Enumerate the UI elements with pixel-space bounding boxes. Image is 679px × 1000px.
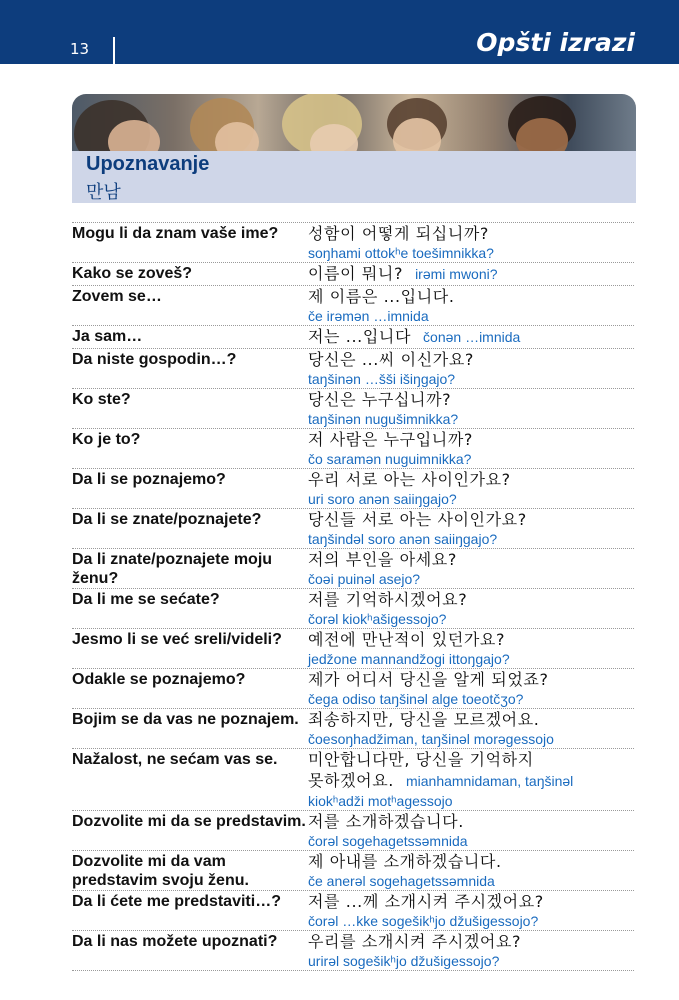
phrase-korean: 성함이 어떻게 되십니까? — [308, 224, 490, 243]
phrase-korean: 제가 어디서 당신을 알게 되었죠? — [308, 670, 549, 689]
phrase-translation — [308, 509, 634, 548]
phrase-row — [72, 509, 634, 549]
phrase-translation — [308, 286, 634, 325]
phrase-romanization: uri soro anən saiiŋgajo? — [308, 491, 457, 507]
phrase-romanization: taŋšinən …šši išiŋgajo? — [308, 371, 456, 387]
phrase-korean: 우리 서로 아는 사이인가요? — [308, 470, 511, 489]
phrase-korean: 저의 부인을 아세요? — [308, 550, 457, 569]
phrase-romanization: čorəl kiokʰašigessojo? — [308, 611, 447, 627]
phrase-romanization: čonən …imnida — [423, 329, 521, 345]
phrase-translation — [308, 629, 634, 668]
phrase-romanization: čoəi puinəl asejo? — [308, 571, 421, 587]
phrase-romanization: jedžone mannandžogi ittoŋgajo? — [308, 651, 510, 667]
phrase-romanization: urirəl sogešikʰjo džušigessojo? — [308, 953, 500, 969]
phrase-translation — [308, 549, 634, 588]
section-photo — [72, 94, 636, 156]
phrase-romanization: če anerəl sogehagetssəmnida — [308, 873, 495, 889]
phrase-serbian: Da li me se sećate? — [72, 591, 220, 608]
phrase-serbian: Dozvolite mi da vam predstavim svoju ženu. — [72, 853, 249, 889]
phrase-translation — [308, 263, 634, 285]
phrase-korean: 제 아내를 소개하겠습니다. — [308, 852, 502, 871]
phrase-row — [72, 709, 634, 749]
phrase-row — [72, 223, 634, 263]
page-number: 13 — [70, 40, 90, 58]
phrase-translation — [308, 749, 634, 810]
phrase-row — [72, 389, 634, 429]
phrase-korean: 저는 ...입니다 — [308, 327, 412, 346]
phrase-romanization: čoesoŋhadžiman, taŋšinəl morəgessojo — [308, 731, 554, 747]
phrase-row — [72, 263, 634, 286]
phrase-row — [72, 469, 634, 509]
phrase-translation — [308, 811, 634, 850]
phrase-translation — [308, 709, 634, 748]
phrase-serbian: Da niste gospodin…? — [72, 351, 237, 368]
phrase-romanization: čega odiso taŋšinəl alge toeotčʒo? — [308, 691, 524, 707]
phrase-row — [72, 326, 634, 349]
phrase-translation — [308, 931, 634, 970]
phrase-translation — [308, 389, 634, 428]
phrase-row — [72, 669, 634, 709]
phrase-serbian: Da li se znate/poznajete? — [72, 511, 262, 528]
phrase-romanization: soŋhami ottokʰe toešimnikka? — [308, 245, 494, 261]
phrase-korean: 저 사람은 누구입니까? — [308, 430, 473, 449]
phrase-row — [72, 749, 634, 811]
section-header — [72, 151, 636, 203]
phrase-translation — [308, 326, 634, 348]
phrase-serbian: Kako se zoveš? — [72, 265, 193, 282]
phrase-translation — [308, 891, 634, 930]
phrase-korean: 당신은 누구십니까? — [308, 390, 452, 409]
phrase-translation — [308, 851, 634, 890]
phrase-romanization: irəmi mwoni? — [415, 266, 498, 282]
section-heading-korean: 만남 — [86, 182, 121, 203]
phrase-korean: 저를 기억하시겠어요? — [308, 590, 468, 609]
phrase-romanization: čorəl sogehagetssəmnida — [308, 833, 468, 849]
phrase-romanization: mianhamnidaman, taŋšinəl — [405, 773, 574, 789]
phrase-row — [72, 931, 634, 971]
phrase-row — [72, 286, 634, 326]
phrase-korean: 제 이름은 ...입니다. — [308, 287, 455, 306]
phrase-translation — [308, 589, 634, 628]
phrase-translation — [308, 669, 634, 708]
phrase-serbian: Mogu li da znam vaše ime? — [72, 225, 279, 242]
phrase-serbian: Dozvolite mi da se predstavim. — [72, 813, 306, 830]
phrase-serbian: Zovem se… — [72, 288, 162, 305]
phrase-romanization: čorəl …kke sogešikʰjo džušigessojo? — [308, 913, 539, 929]
phrase-serbian: Ko ste? — [72, 391, 131, 408]
phrase-serbian: Ja sam… — [72, 328, 143, 345]
header-divider — [113, 37, 115, 65]
phrase-row — [72, 429, 634, 469]
phrase-serbian: Nažalost, ne sećam vas se. — [72, 751, 278, 768]
phrase-row — [72, 349, 634, 389]
phrase-row — [72, 589, 634, 629]
phrase-korean: 죄송하지만, 당신을 모르겠어요. — [308, 710, 540, 729]
phrase-list — [72, 222, 634, 971]
phrase-serbian: Odakle se poznajemo? — [72, 671, 246, 688]
phrase-serbian: Da li nas možete upoznati? — [72, 933, 278, 950]
phrase-korean: 미안합니다만, 당신을 기억하지 — [308, 750, 534, 769]
phrase-korean: 우리를 소개시켜 주시겠어요? — [308, 932, 522, 951]
phrase-translation — [308, 349, 634, 388]
phrase-translation — [308, 429, 634, 468]
phrase-romanization: čo saramən nuguimnikka? — [308, 451, 472, 467]
phrase-row — [72, 629, 634, 669]
phrase-translation — [308, 469, 634, 508]
phrase-korean-continued: 못하겠어요. — [308, 771, 394, 790]
phrase-korean: 저를 소개하겠습니다. — [308, 812, 464, 831]
phrase-romanization-continued: kiokʰadži motʰagessojo — [308, 793, 453, 809]
phrase-serbian: Jesmo li se već sreli/videli? — [72, 631, 282, 648]
phrase-serbian: Da li se poznajemo? — [72, 471, 226, 488]
phrase-row — [72, 851, 634, 891]
phrase-row — [72, 891, 634, 931]
phrase-serbian: Da li ćete me predstaviti…? — [72, 893, 281, 910]
phrase-korean: 이름이 뭐니? — [308, 264, 404, 283]
phrase-romanization: taŋšindəl soro anən saiiŋgajo? — [308, 531, 498, 547]
phrase-korean: 저를 ...께 소개시켜 주시겠어요? — [308, 892, 544, 911]
phrase-row — [72, 811, 634, 851]
section-title: Opšti izrazi — [476, 28, 635, 57]
header-bar — [0, 0, 679, 64]
phrase-romanization: taŋšinən nugušimnikka? — [308, 411, 459, 427]
phrase-serbian: Bojim se da vas ne poznajem. — [72, 711, 299, 728]
phrase-korean: 당신은 ...씨 이신가요? — [308, 350, 474, 369]
phrase-serbian: Da li znate/poznajete moju ženu? — [72, 551, 273, 587]
phrase-row — [72, 549, 634, 589]
phrase-korean: 예전에 만난적이 있던가요? — [308, 630, 506, 649]
people-photo-illustration — [72, 94, 636, 156]
phrase-serbian: Ko je to? — [72, 431, 141, 448]
phrase-romanization: če irəmən …imnida — [308, 308, 429, 324]
phrase-translation — [308, 223, 634, 262]
section-heading: Upoznavanje — [86, 153, 210, 175]
phrase-korean: 당신들 서로 아는 사이인가요? — [308, 510, 527, 529]
